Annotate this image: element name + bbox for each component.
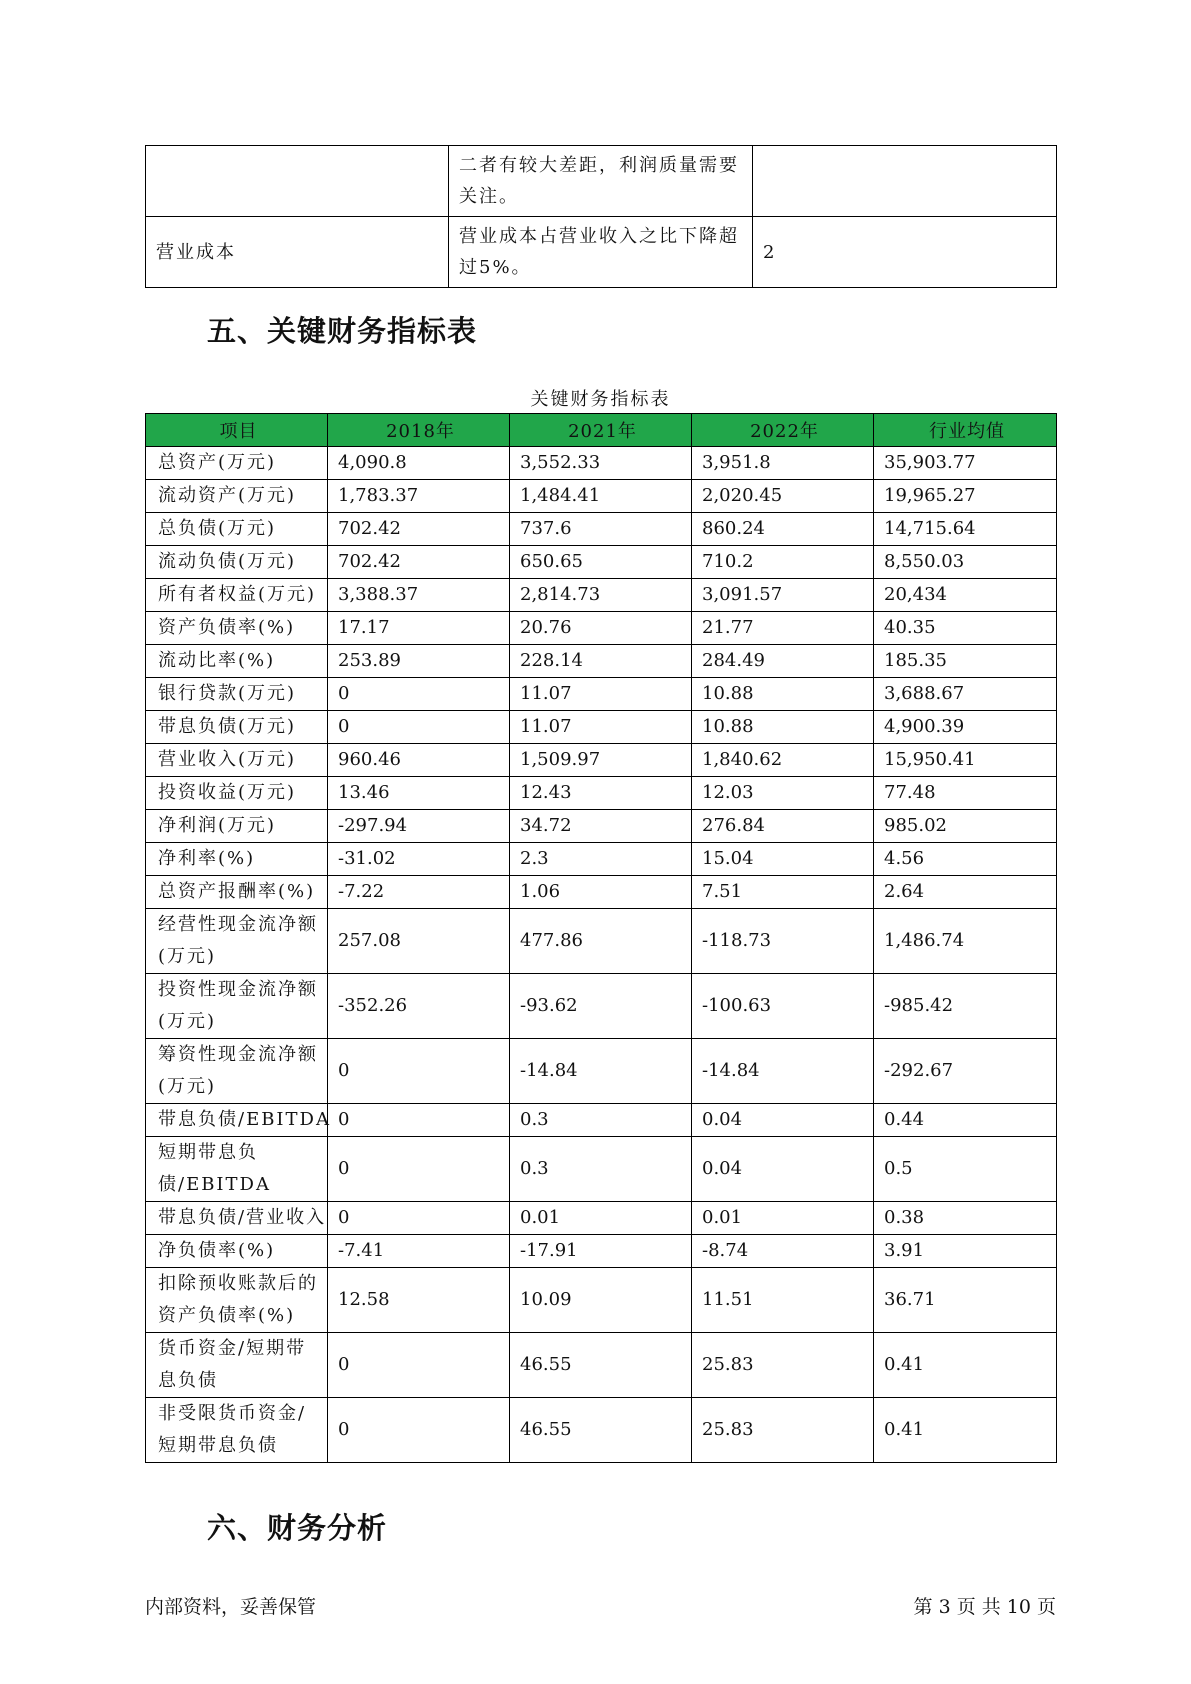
value-cell: -7.41 — [328, 1235, 510, 1268]
row-label: 总资产(万元) — [146, 447, 328, 480]
value-cell: 3,091.57 — [692, 579, 874, 612]
row-label: 总资产报酬率(%) — [146, 876, 328, 909]
row-label: 经营性现金流净额(万元) — [146, 909, 328, 974]
value-cell: 25.83 — [692, 1398, 874, 1463]
value-cell: 12.43 — [510, 777, 692, 810]
table-cell: 2 — [753, 217, 1057, 288]
row-label: 流动负债(万元) — [146, 546, 328, 579]
row-label: 投资收益(万元) — [146, 777, 328, 810]
row-label: 流动比率(%) — [146, 645, 328, 678]
value-cell: 0 — [328, 1039, 510, 1104]
table-cell: 营业成本 — [146, 217, 449, 288]
value-cell: 20,434 — [874, 579, 1057, 612]
value-cell: 3,688.67 — [874, 678, 1057, 711]
table-row — [146, 909, 1057, 974]
table-row — [146, 612, 1057, 645]
value-cell: 10.88 — [692, 678, 874, 711]
table-cell: 二者有较大差距，利润质量需要关注。 — [449, 146, 753, 217]
value-cell: 0.44 — [874, 1104, 1057, 1137]
value-cell: 0.3 — [510, 1137, 692, 1202]
value-cell: 20.76 — [510, 612, 692, 645]
value-cell: 34.72 — [510, 810, 692, 843]
table-row — [146, 579, 1057, 612]
value-cell: 4,900.39 — [874, 711, 1057, 744]
value-cell: 1.06 — [510, 876, 692, 909]
value-cell: 0.04 — [692, 1104, 874, 1137]
table-row — [146, 1398, 1057, 1463]
value-cell: 35,903.77 — [874, 447, 1057, 480]
value-cell: -985.42 — [874, 974, 1057, 1039]
value-cell: 860.24 — [692, 513, 874, 546]
value-cell: 11.07 — [510, 711, 692, 744]
value-cell: 19,965.27 — [874, 480, 1057, 513]
value-cell: 477.86 — [510, 909, 692, 974]
value-cell: -31.02 — [328, 843, 510, 876]
header-2021: 2021年 — [510, 414, 692, 447]
value-cell: 1,509.97 — [510, 744, 692, 777]
value-cell: 0 — [328, 1137, 510, 1202]
table-row — [146, 1268, 1057, 1333]
table-row — [146, 1333, 1057, 1398]
value-cell: 2,814.73 — [510, 579, 692, 612]
table-row — [146, 447, 1057, 480]
value-cell: 0 — [328, 1333, 510, 1398]
value-cell: -297.94 — [328, 810, 510, 843]
value-cell: 737.6 — [510, 513, 692, 546]
row-label: 所有者权益(万元) — [146, 579, 328, 612]
value-cell: 702.42 — [328, 513, 510, 546]
table-row — [146, 810, 1057, 843]
value-cell: 1,840.62 — [692, 744, 874, 777]
row-label: 筹资性现金流净额(万元) — [146, 1039, 328, 1104]
row-label: 非受限货币资金/短期带息负债 — [146, 1398, 328, 1463]
value-cell: 14,715.64 — [874, 513, 1057, 546]
table-row — [146, 645, 1057, 678]
table-row — [146, 843, 1057, 876]
table-cell — [146, 146, 449, 217]
value-cell: 2,020.45 — [692, 480, 874, 513]
value-cell: 228.14 — [510, 645, 692, 678]
value-cell: 15,950.41 — [874, 744, 1057, 777]
table-row — [146, 217, 1057, 288]
header-2022: 2022年 — [692, 414, 874, 447]
value-cell: 702.42 — [328, 546, 510, 579]
table-row — [146, 1039, 1057, 1104]
value-cell: 4,090.8 — [328, 447, 510, 480]
value-cell: 10.88 — [692, 711, 874, 744]
value-cell: 284.49 — [692, 645, 874, 678]
table-row — [146, 1137, 1057, 1202]
value-cell: 1,486.74 — [874, 909, 1057, 974]
value-cell: 12.58 — [328, 1268, 510, 1333]
value-cell: 0.41 — [874, 1398, 1057, 1463]
table-header-row — [146, 414, 1057, 447]
row-label: 营业收入(万元) — [146, 744, 328, 777]
value-cell: -352.26 — [328, 974, 510, 1039]
value-cell: 7.51 — [692, 876, 874, 909]
value-cell: 710.2 — [692, 546, 874, 579]
value-cell: 0.41 — [874, 1333, 1057, 1398]
value-cell: 21.77 — [692, 612, 874, 645]
table-cell: 营业成本占营业收入之比下降超过5%。 — [449, 217, 753, 288]
value-cell: 77.48 — [874, 777, 1057, 810]
table-row — [146, 513, 1057, 546]
value-cell: -14.84 — [692, 1039, 874, 1104]
value-cell: 3.91 — [874, 1235, 1057, 1268]
value-cell: 185.35 — [874, 645, 1057, 678]
value-cell: 960.46 — [328, 744, 510, 777]
row-label: 总负债(万元) — [146, 513, 328, 546]
row-label: 流动资产(万元) — [146, 480, 328, 513]
value-cell: -8.74 — [692, 1235, 874, 1268]
value-cell: 2.64 — [874, 876, 1057, 909]
section-heading-key-indicators: 五、关键财务指标表 — [207, 314, 478, 348]
value-cell: 0.5 — [874, 1137, 1057, 1202]
table-row — [146, 546, 1057, 579]
value-cell: 985.02 — [874, 810, 1057, 843]
table-row — [146, 711, 1057, 744]
row-label: 净利率(%) — [146, 843, 328, 876]
table-row — [146, 678, 1057, 711]
row-label: 扣除预收账款后的资产负债率(%) — [146, 1268, 328, 1333]
value-cell: 15.04 — [692, 843, 874, 876]
table-row — [146, 777, 1057, 810]
value-cell: 8,550.03 — [874, 546, 1057, 579]
value-cell: 0.04 — [692, 1137, 874, 1202]
header-2018: 2018年 — [328, 414, 510, 447]
value-cell: 13.46 — [328, 777, 510, 810]
value-cell: 10.09 — [510, 1268, 692, 1333]
value-cell: 0 — [328, 1104, 510, 1137]
value-cell: 4.56 — [874, 843, 1057, 876]
value-cell: 40.35 — [874, 612, 1057, 645]
value-cell: 276.84 — [692, 810, 874, 843]
value-cell: 3,951.8 — [692, 447, 874, 480]
value-cell: 1,484.41 — [510, 480, 692, 513]
value-cell: -93.62 — [510, 974, 692, 1039]
footer-confidential-note: 内部资料，妥善保管 — [145, 1596, 317, 1618]
table-row — [146, 1235, 1057, 1268]
value-cell: 0.38 — [874, 1202, 1057, 1235]
value-cell: 46.55 — [510, 1333, 692, 1398]
table-row — [146, 480, 1057, 513]
value-cell: 36.71 — [874, 1268, 1057, 1333]
section-heading-financial-analysis: 六、财务分析 — [207, 1511, 388, 1545]
row-label: 带息负债/营业收入 — [146, 1202, 328, 1235]
row-label: 货币资金/短期带息负债 — [146, 1333, 328, 1398]
value-cell: -292.67 — [874, 1039, 1057, 1104]
value-cell: 11.51 — [692, 1268, 874, 1333]
value-cell: 0 — [328, 711, 510, 744]
value-cell: 0.01 — [510, 1202, 692, 1235]
header-item: 项目 — [146, 414, 328, 447]
value-cell: 11.07 — [510, 678, 692, 711]
value-cell: 12.03 — [692, 777, 874, 810]
footer-page-number: 第 3 页 共 10 页 — [913, 1596, 1056, 1618]
value-cell: 0 — [328, 1202, 510, 1235]
table-row — [146, 974, 1057, 1039]
row-label: 净利润(万元) — [146, 810, 328, 843]
value-cell: 0.01 — [692, 1202, 874, 1235]
value-cell: 25.83 — [692, 1333, 874, 1398]
value-cell: -118.73 — [692, 909, 874, 974]
table-row — [146, 146, 1057, 217]
value-cell: 253.89 — [328, 645, 510, 678]
value-cell: -100.63 — [692, 974, 874, 1039]
value-cell: 0.3 — [510, 1104, 692, 1137]
value-cell: 650.65 — [510, 546, 692, 579]
table-row — [146, 1202, 1057, 1235]
value-cell: -7.22 — [328, 876, 510, 909]
key-financial-indicators-table — [145, 413, 1057, 1463]
value-cell: 1,783.37 — [328, 480, 510, 513]
table-cell — [753, 146, 1057, 217]
value-cell: 0 — [328, 1398, 510, 1463]
value-cell: 257.08 — [328, 909, 510, 974]
value-cell: 2.3 — [510, 843, 692, 876]
table-row — [146, 876, 1057, 909]
table-caption: 关键财务指标表 — [530, 389, 671, 410]
header-industry-average: 行业均值 — [874, 414, 1057, 447]
row-label: 带息负债/EBITDA — [146, 1104, 328, 1137]
row-label: 净负债率(%) — [146, 1235, 328, 1268]
value-cell: 0 — [328, 678, 510, 711]
table-row — [146, 1104, 1057, 1137]
value-cell: -14.84 — [510, 1039, 692, 1104]
continued-table — [145, 145, 1057, 288]
value-cell: 3,552.33 — [510, 447, 692, 480]
row-label: 银行贷款(万元) — [146, 678, 328, 711]
row-label: 短期带息负债/EBITDA — [146, 1137, 328, 1202]
table-row — [146, 744, 1057, 777]
value-cell: 46.55 — [510, 1398, 692, 1463]
value-cell: -17.91 — [510, 1235, 692, 1268]
row-label: 带息负债(万元) — [146, 711, 328, 744]
value-cell: 17.17 — [328, 612, 510, 645]
row-label: 资产负债率(%) — [146, 612, 328, 645]
value-cell: 3,388.37 — [328, 579, 510, 612]
row-label: 投资性现金流净额(万元) — [146, 974, 328, 1039]
